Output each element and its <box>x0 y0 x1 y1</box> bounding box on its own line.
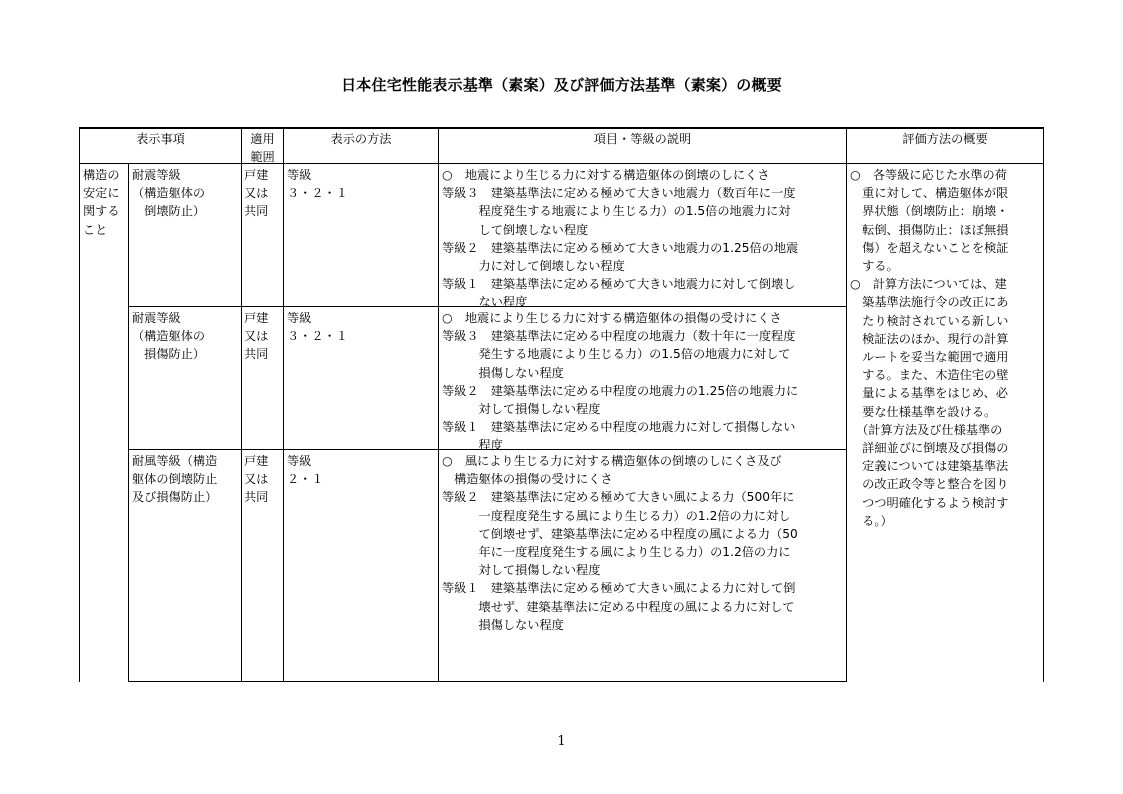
header-scope: 適用 範囲 <box>250 132 275 165</box>
header-item: 表示事項 <box>136 132 185 146</box>
row-method: 等級 ３・２・１ <box>287 168 348 201</box>
header-evaluation: 評価方法の概要 <box>902 132 988 146</box>
header-explanation: 項目・等級の説明 <box>593 132 692 146</box>
page-title: 日本住宅性能表示基準（素案）及び評価方法基準（素案）の概要 <box>341 76 782 94</box>
row-method: 等級 ２・１ <box>287 454 324 487</box>
row-scope: 戸建 又は 共同 <box>244 311 269 362</box>
row-explanation: ○ 地震により生じる力に対する構造躯体の倒壊のしにくさ 等級３ 建築基準法に定める極めて大きい地震力（数百年に一度 程度発生する地震により生じる力）の1.5倍の地震力に対 して倒壊しない程度 等級２ 建築基準法に定める極めて大きい地震力の1.25倍の地震 力に対して倒壊しない程度 等級１ 建築基準法に定める極めて大きい地震力に対して倒壊し ない程度 <box>442 168 799 310</box>
row-item: 耐震等級 （構造躯体の 倒壊防止） <box>132 168 206 219</box>
row-item: 耐風等級（構造 躯体の倒壊防止 及び損傷防止） <box>132 454 218 505</box>
row-method: 等級 ３・２・１ <box>287 311 348 344</box>
row-scope: 戸建 又は 共同 <box>244 454 269 505</box>
row-explanation: ○ 風により生じる力に対する構造躯体の倒壊のしにくさ及び 構造躯体の損傷の受けにくさ 等級２ 建築基準法に定める極めて大きい風による力（500年に 一度程度発生する風により生じる力）の1.2倍の力に対し て倒壊せず、建築基準法に定める中程度の風による力（50 年に一度程度発生する風により生じる力）の1.2倍の力に 対して損傷しない程度 等級１ 建築基準法に定める極めて大きい風による力に対して倒 壊せず、建築基準法に定める中程度の風による力に対して 損傷しない程度 <box>442 454 798 632</box>
evaluation-text: ○ 各等級に応じた水準の荷 重に対して、構造躯体が限 界状態（倒壊防止：崩壊・ 転倒、損傷防止：ほぼ無損 傷）を超えないことを検証 する。 ○ 計算方法については、建 築基準法施行令の改正にあ たり検討されている新しい 検証法のほか、現行の計算 ルートを妥当な範囲で適用 する。また、木造住宅の壁 量による基準をはじめ、必 要な仕様基準を設ける。 （計算方法及び仕様基準の 詳細並びに倒壊及び損傷の 定義については建築基準法 の改正政令等と整合を図り つつ明確化するよう検討す る。） <box>850 168 1009 528</box>
row-item: 耐震等級 （構造躯体の 損傷防止） <box>132 311 206 362</box>
category-label: 構造の 安定に 関する こと <box>83 168 120 237</box>
row-scope: 戸建 又は 共同 <box>244 168 269 219</box>
page-number: 1 <box>557 734 566 749</box>
row-explanation: ○ 地震により生じる力に対する構造躯体の損傷の受けにくさ 等級３ 建築基準法に定める中程度の地震力（数十年に一度程度 発生する地震により生じる力）の1.5倍の地震力に対して 損傷しない程度 等級２ 建築基準法に定める中程度の地震力の1.25倍の地震力に 対して損傷しない程度 等級１ 建築基準法に定める中程度の地震力に対して損傷しない 程度 <box>442 311 799 453</box>
header-method: 表示の方法 <box>330 132 392 146</box>
